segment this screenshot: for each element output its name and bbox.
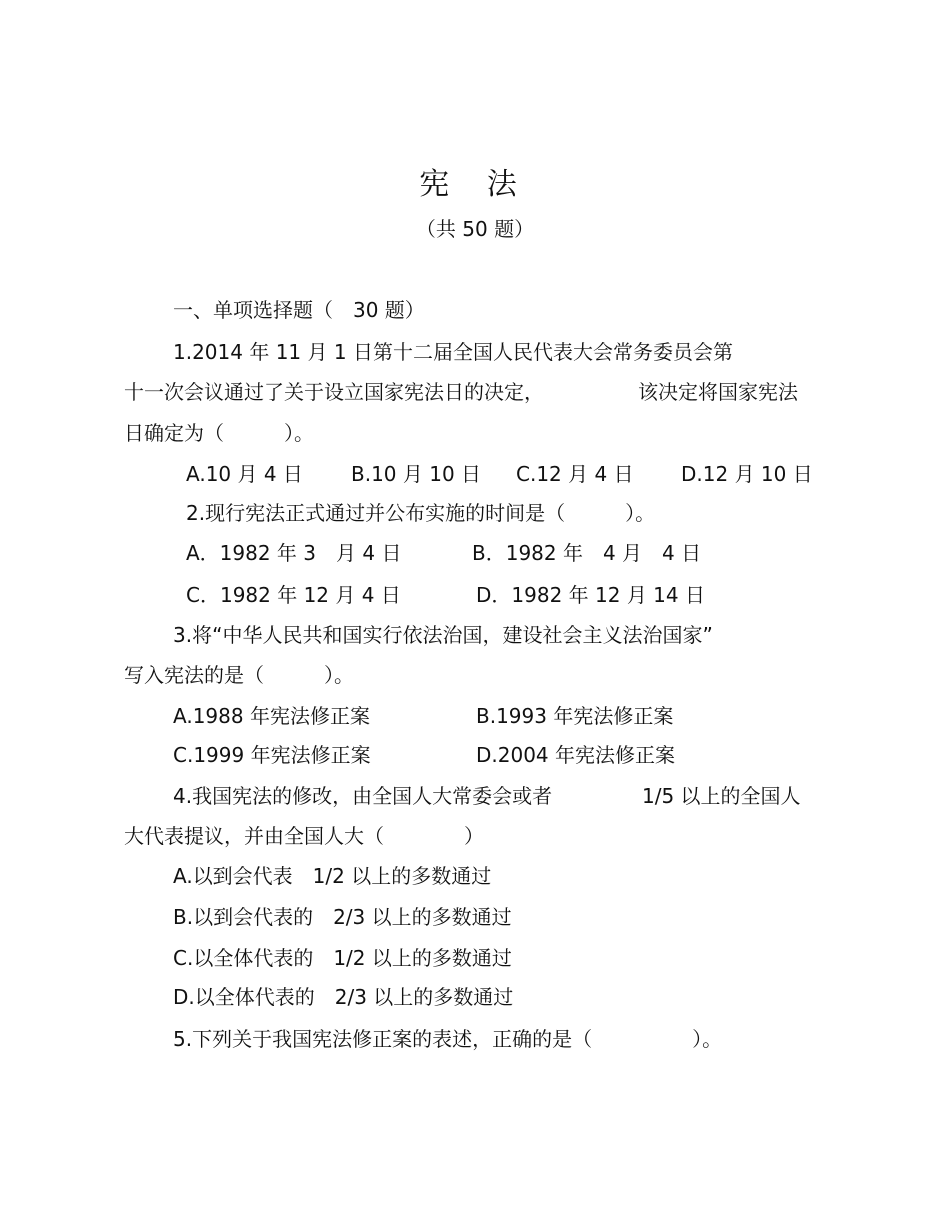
q1-line1: 1.2014 年 11 月 1 日第十二届全国人民代表大会常务委员会第: [173, 340, 733, 364]
q1-option-d: D.12 月 10 日: [681, 462, 813, 486]
q1-line3: 日确定为（ ）。: [124, 421, 314, 445]
q3-line2: 写入宪法的是（ ）。: [124, 663, 354, 687]
q1-line2a: 十一次会议通过了关于设立国家宪法日的决定，: [124, 380, 544, 404]
q4-option-c: C.以全体代表的 1/2 以上的多数通过: [173, 946, 512, 970]
q2-option-d: D．1982 年 12 月 14 日: [476, 583, 705, 607]
q2-line1: 2.现行宪法正式通过并公布实施的时间是（ ）。: [186, 501, 656, 525]
q3-option-d: D.2004 年宪法修正案: [476, 743, 676, 767]
q5-line1: 5.下列关于我国宪法修正案的表述，正确的是（ ）。: [173, 1027, 723, 1051]
q4-line1b: 1/5 以上的全国人: [642, 784, 801, 808]
q2-option-a: A．1982 年 3 月 4 日: [186, 541, 402, 565]
q2-option-c: C．1982 年 12 月 4 日: [186, 583, 401, 607]
q4-line2: 大代表提议，并由全国人大（ ）: [124, 824, 484, 848]
q2-option-b: B．1982 年 4 月 4 日: [472, 541, 702, 565]
document-subtitle: （共 50 题）: [415, 217, 535, 241]
q1-option-a: A.10 月 4 日: [186, 462, 303, 486]
document-title: 宪 法: [419, 167, 531, 202]
section-heading: 一、单项选择题（ 30 题）: [173, 298, 425, 322]
q3-option-b: B.1993 年宪法修正案: [476, 704, 674, 728]
q4-option-b: B.以到会代表的 2/3 以上的多数通过: [173, 905, 512, 929]
q3-line1: 3.将“中华人民共和国实行依法治国，建设社会主义法治国家”: [173, 623, 713, 647]
q4-line1a: 4.我国宪法的修改，由全国人大常委会或者: [173, 784, 553, 808]
q1-line2b: 该决定将国家宪法: [638, 380, 798, 404]
q4-option-d: D.以全体代表的 2/3 以上的多数通过: [173, 985, 514, 1009]
q4-option-a: A.以到会代表 1/2 以上的多数通过: [173, 864, 492, 888]
q3-option-c: C.1999 年宪法修正案: [173, 743, 371, 767]
q3-option-a: A.1988 年宪法修正案: [173, 704, 370, 728]
q1-option-c: C.12 月 4 日: [516, 462, 634, 486]
q1-option-b: B.10 月 10 日: [351, 462, 482, 486]
